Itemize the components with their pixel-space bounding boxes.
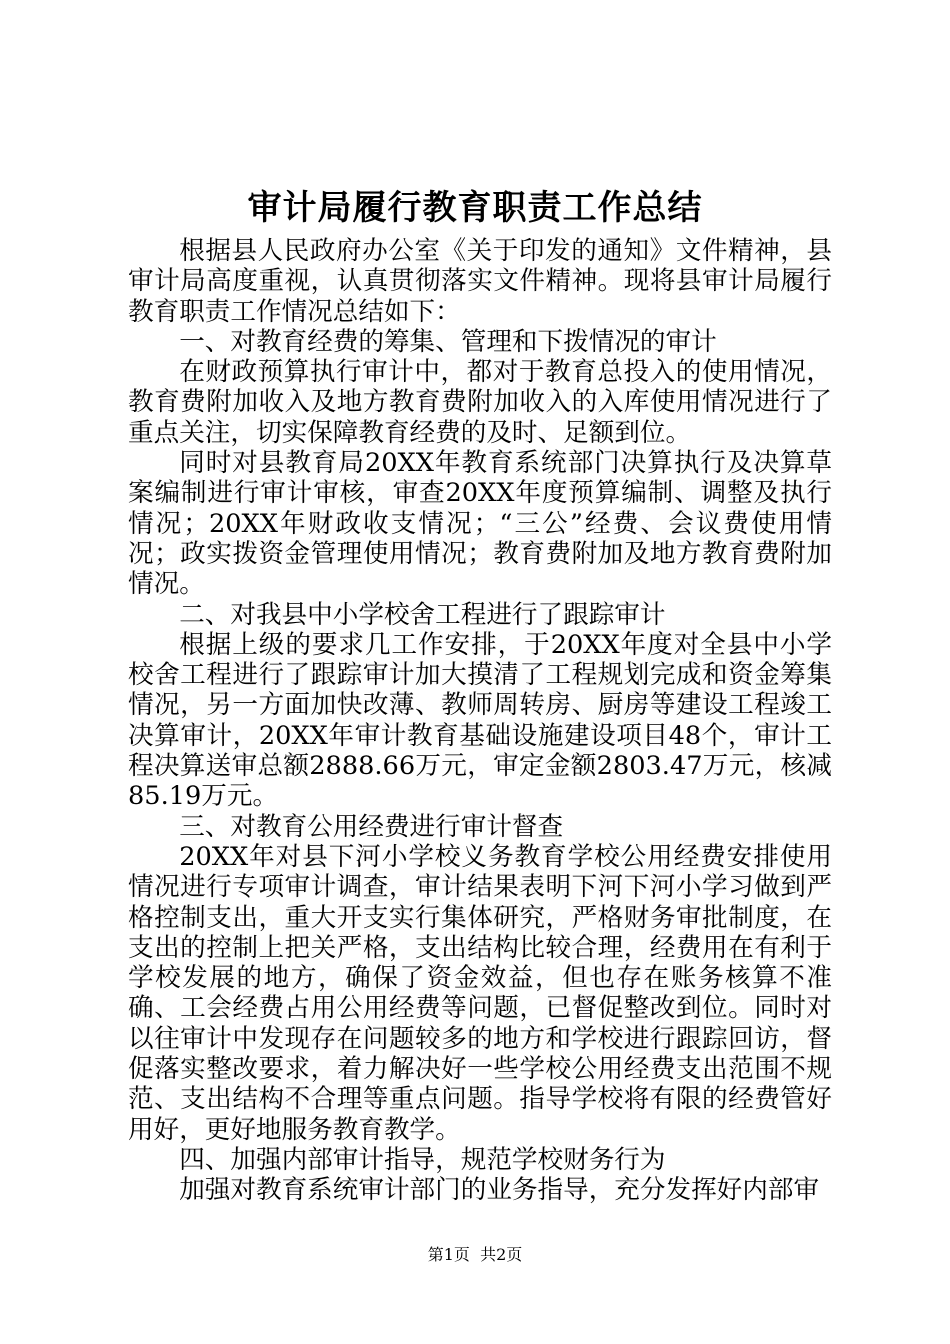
document-title: 审计局履行教育职责工作总结 [247, 188, 703, 228]
section-heading-3: 三、对教育公用经费进行审计督查 [179, 811, 564, 842]
document-body [128, 236, 832, 1206]
section-heading-2: 二、对我县中小学校舍工程进行了跟踪审计 [179, 599, 666, 630]
section-heading-1: 一、对教育经费的筹集、管理和下拨情况的审计 [179, 326, 717, 357]
section-heading-4: 四、加强内部审计指导，规范学校财务行为 [179, 1144, 666, 1175]
page-number: 第1页 [427, 1245, 470, 1264]
paragraph: 20XX年对县下河小学校义务教育学校公用经费安排使用情况进行专项审计调查，审计结果表明下河下河小学习做到严格控制支出，重大开支实行集体研究，严格财务审批制度，在支出的控制上把关严格，支出结构比较合理，经费用在有利于学校发展的地方，确保了资金效益，但也存在账务核算不准确、工会经费占用公用经费等问题，已督促整改到位。同时对以往审计中发现存在问题较多的地方和学校进行跟踪回访，督促落实整改要求，着力解决好一些学校公用经费支出范围不规范、支出结构不合理等重点问题。指导学校将有限的经费管好用好，更好地服务教育教学。 [128, 841, 832, 1145]
page-count: 共2页 [480, 1245, 523, 1264]
paragraph: 根据上级的要求几工作安排，于20XX年度对全县中小学校舍工程进行了跟踪审计加大摸清了工程规划完成和资金筹集情况，另一方面加快改薄、教师周转房、厨房等建设工程竣工决算审计，20XX年审计教育基础设施建设项目48个，审计工程决算送审总额2888.66万元，审定金额2803.47万元，核减85.19万元。 [128, 629, 832, 812]
page-footer [0, 1243, 950, 1267]
paragraph-intro: 根据县人民政府办公室《关于印发的通知》文件精神，县审计局高度重视，认真贯彻落实文件精神。现将县审计局履行教育职责工作情况总结如下： [128, 236, 832, 327]
paragraph-truncated: 加强对教育系统审计部门的业务指导，充分发挥好内部审 [179, 1175, 820, 1206]
paragraph: 同时对县教育局20XX年教育系统部门决算执行及决算草案编制进行审计审核，审查20XX年度预算编制、调整及执行情况；20XX年财政收支情况；“三公”经费、会议费使用情况；政实拨资金管理使用情况；教育费附加及地方教育费附加情况。 [128, 448, 832, 600]
paragraph: 在财政预算执行审计中，都对于教育总投入的使用情况，教育费附加收入及地方教育费附加收入的入库使用情况进行了重点关注，切实保障教育经费的及时、足额到位。 [128, 357, 832, 448]
